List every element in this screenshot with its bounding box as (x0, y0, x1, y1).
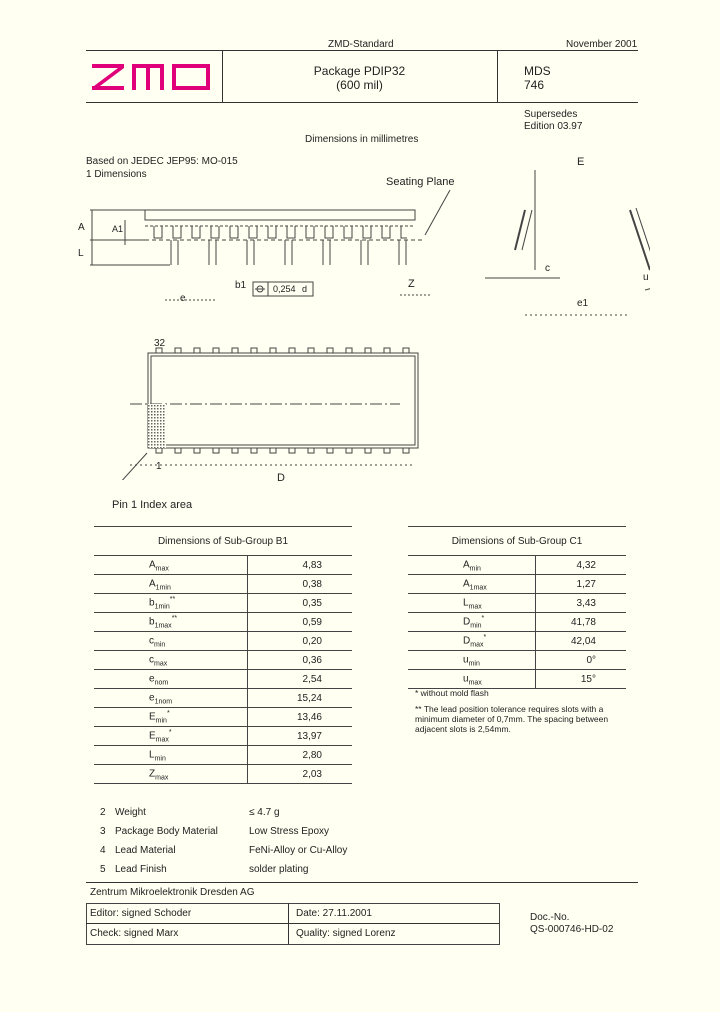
dimension-symbol: $Z_{max}$ (94, 765, 248, 784)
dimension-value: 2,80 (248, 746, 352, 765)
dim-a1-label: A1 (112, 224, 124, 234)
dimension-value: 4,32 (535, 556, 626, 575)
dimension-symbol: $L_{max}$ (408, 594, 535, 613)
table-row (94, 594, 352, 613)
table-row (408, 613, 626, 632)
package-title: Package PDIP32 (313, 64, 406, 78)
side-leads (154, 226, 407, 265)
doc-no-label: Doc.-No. (530, 912, 570, 923)
doc-number: 746 (524, 78, 545, 92)
dimension-symbol: $D_{max}^*$ (408, 632, 535, 651)
seating-plane-label: Seating Plane (386, 176, 455, 188)
dimension-value: 13,46 (248, 708, 352, 727)
dimension-symbol: $u_{min}$ (408, 651, 535, 670)
date-field: Date: 27.11.2001 (296, 908, 372, 919)
units-subtitle: Dimensions in millimetres (305, 134, 419, 145)
dimension-value: 0° (535, 651, 626, 670)
property-value: Low Stress Epoxy (249, 826, 330, 837)
dim-theta-label: u (643, 272, 649, 283)
dimension-symbol: $e_{nom}$ (94, 670, 248, 689)
dimension-value: 0,59 (248, 613, 352, 632)
dimension-symbol: $A_{1max}$ (408, 575, 535, 594)
pin1-index-label: Pin 1 Index area (112, 499, 193, 511)
dim-e1-label: e1 (577, 298, 589, 309)
table-row (408, 651, 626, 670)
table-row (408, 632, 626, 651)
check-field: Check: signed Marx (90, 928, 179, 939)
dimension-value: 15° (535, 670, 626, 689)
property-value: FeNi-Alloy or Cu-Alloy (249, 845, 348, 856)
property-row (100, 803, 347, 822)
dimension-value: 3,43 (535, 594, 626, 613)
dim-D-label: D (277, 472, 285, 484)
table-row (94, 727, 352, 746)
package-subtitle: (600 mil) (336, 78, 383, 92)
table-row (94, 651, 352, 670)
dimension-value: 0,20 (248, 632, 352, 651)
dim-a-label: A (78, 222, 85, 233)
company-name: Zentrum Mikroelektronik Dresden AG (90, 887, 255, 898)
dimension-symbol: $E_{min}^*$ (94, 708, 248, 727)
top-view-body (148, 353, 418, 448)
dimension-value: 0,35 (248, 594, 352, 613)
property-value: solder plating (249, 864, 309, 875)
property-row (100, 841, 347, 860)
standard-label: ZMD-Standard (328, 39, 394, 50)
dimension-value: 4,83 (248, 556, 352, 575)
dimension-value: 42,04 (535, 632, 626, 651)
table-subgroup-c1 (408, 526, 626, 689)
property-value: ≤ 4.7 g (249, 807, 280, 818)
dimension-symbol: $u_{max}$ (408, 670, 535, 689)
table-row (408, 670, 626, 689)
dimension-value: 2,54 (248, 670, 352, 689)
table-c1-title: Dimensions of Sub-Group C1 (408, 527, 626, 556)
top-view-leads (156, 348, 409, 453)
property-number: 2 (100, 807, 106, 818)
dimension-symbol: $c_{max}$ (94, 651, 248, 670)
side-body-top (145, 210, 415, 220)
note-lead-tolerance-3: adjacent slots is 2,54mm. (415, 724, 511, 734)
table-b1-title: Dimensions of Sub-Group B1 (94, 527, 352, 556)
table-row (94, 556, 352, 575)
zmd-logo (92, 64, 216, 90)
dimension-symbol: $L_{min}$ (94, 746, 248, 765)
dimension-symbol: $A_{max}$ (94, 556, 248, 575)
package-drawing (70, 150, 650, 480)
dimension-symbol: $b_{1min}^{**}$ (94, 594, 248, 613)
pin32-label: 32 (154, 338, 166, 349)
table-row (94, 575, 352, 594)
dimension-symbol: $c_{min}$ (94, 632, 248, 651)
table-row (94, 689, 352, 708)
doc-type: MDS (524, 64, 551, 78)
dimension-value: 15,24 (248, 689, 352, 708)
properties-list (100, 803, 347, 879)
dim-l-label: L (78, 248, 84, 259)
dimension-symbol: $D_{min}^*$ (408, 613, 535, 632)
dimension-symbol: $e_{1nom}$ (94, 689, 248, 708)
note-lead-tolerance-1: ** The lead position tolerance requires slots with a (415, 704, 604, 714)
dimension-value: 41,78 (535, 613, 626, 632)
table-row (94, 613, 352, 632)
property-row (100, 860, 347, 879)
tolerance-ref: d (302, 284, 308, 294)
pin1-label: 1 (156, 461, 162, 472)
dim-E-label: E (577, 156, 585, 168)
quality-field: Quality: signed Lorenz (296, 928, 396, 939)
property-number: 3 (100, 826, 106, 837)
table-subgroup-b1 (94, 526, 352, 784)
table-row (408, 556, 626, 575)
dimension-symbol: $A_{min}$ (408, 556, 535, 575)
table-row (94, 765, 352, 784)
header-date: November 2001 (566, 39, 638, 50)
dimension-symbol: $A_{1min}$ (94, 575, 248, 594)
supersedes-label: Supersedes (524, 109, 578, 120)
property-row (100, 822, 347, 841)
dimension-value: 0,36 (248, 651, 352, 670)
dimension-value: 0,38 (248, 575, 352, 594)
property-label: Lead Material (115, 845, 176, 856)
dimension-value: 2,03 (248, 765, 352, 784)
editor-field: Editor: signed Schoder (90, 908, 192, 919)
jedec-basis: Based on JEDEC JEP95: MO-015 (86, 156, 238, 167)
dim-c-label: c (545, 263, 550, 274)
dimension-value: 1,27 (535, 575, 626, 594)
tolerance-value: 0,254 (273, 284, 296, 294)
pin1-index-area (148, 404, 166, 448)
doc-no-value: QS-000746-HD-02 (530, 924, 614, 935)
table-row (94, 632, 352, 651)
dimension-symbol: $E_{max}^*$ (94, 727, 248, 746)
dim-z-label: Z (408, 278, 415, 290)
table-row (94, 746, 352, 765)
dim-e-label: e (180, 293, 186, 304)
table-row (94, 708, 352, 727)
note-mold-flash: * without mold flash (415, 688, 489, 698)
section-dimensions: 1 Dimensions (86, 169, 147, 180)
table-row (94, 670, 352, 689)
supersedes-edition: Edition 03.97 (524, 121, 583, 132)
property-number: 5 (100, 864, 106, 875)
dimension-symbol: $b_{1max}^{**}$ (94, 613, 248, 632)
property-label: Lead Finish (115, 864, 167, 875)
dimension-value: 13,97 (248, 727, 352, 746)
table-row (408, 594, 626, 613)
property-number: 4 (100, 845, 106, 856)
dim-b1-label: b1 (235, 280, 247, 291)
property-label: Weight (115, 807, 146, 818)
table-row (408, 575, 626, 594)
note-lead-tolerance-2: minimum diameter of 0,7mm. The spacing between (415, 714, 609, 724)
property-label: Package Body Material (115, 826, 218, 837)
